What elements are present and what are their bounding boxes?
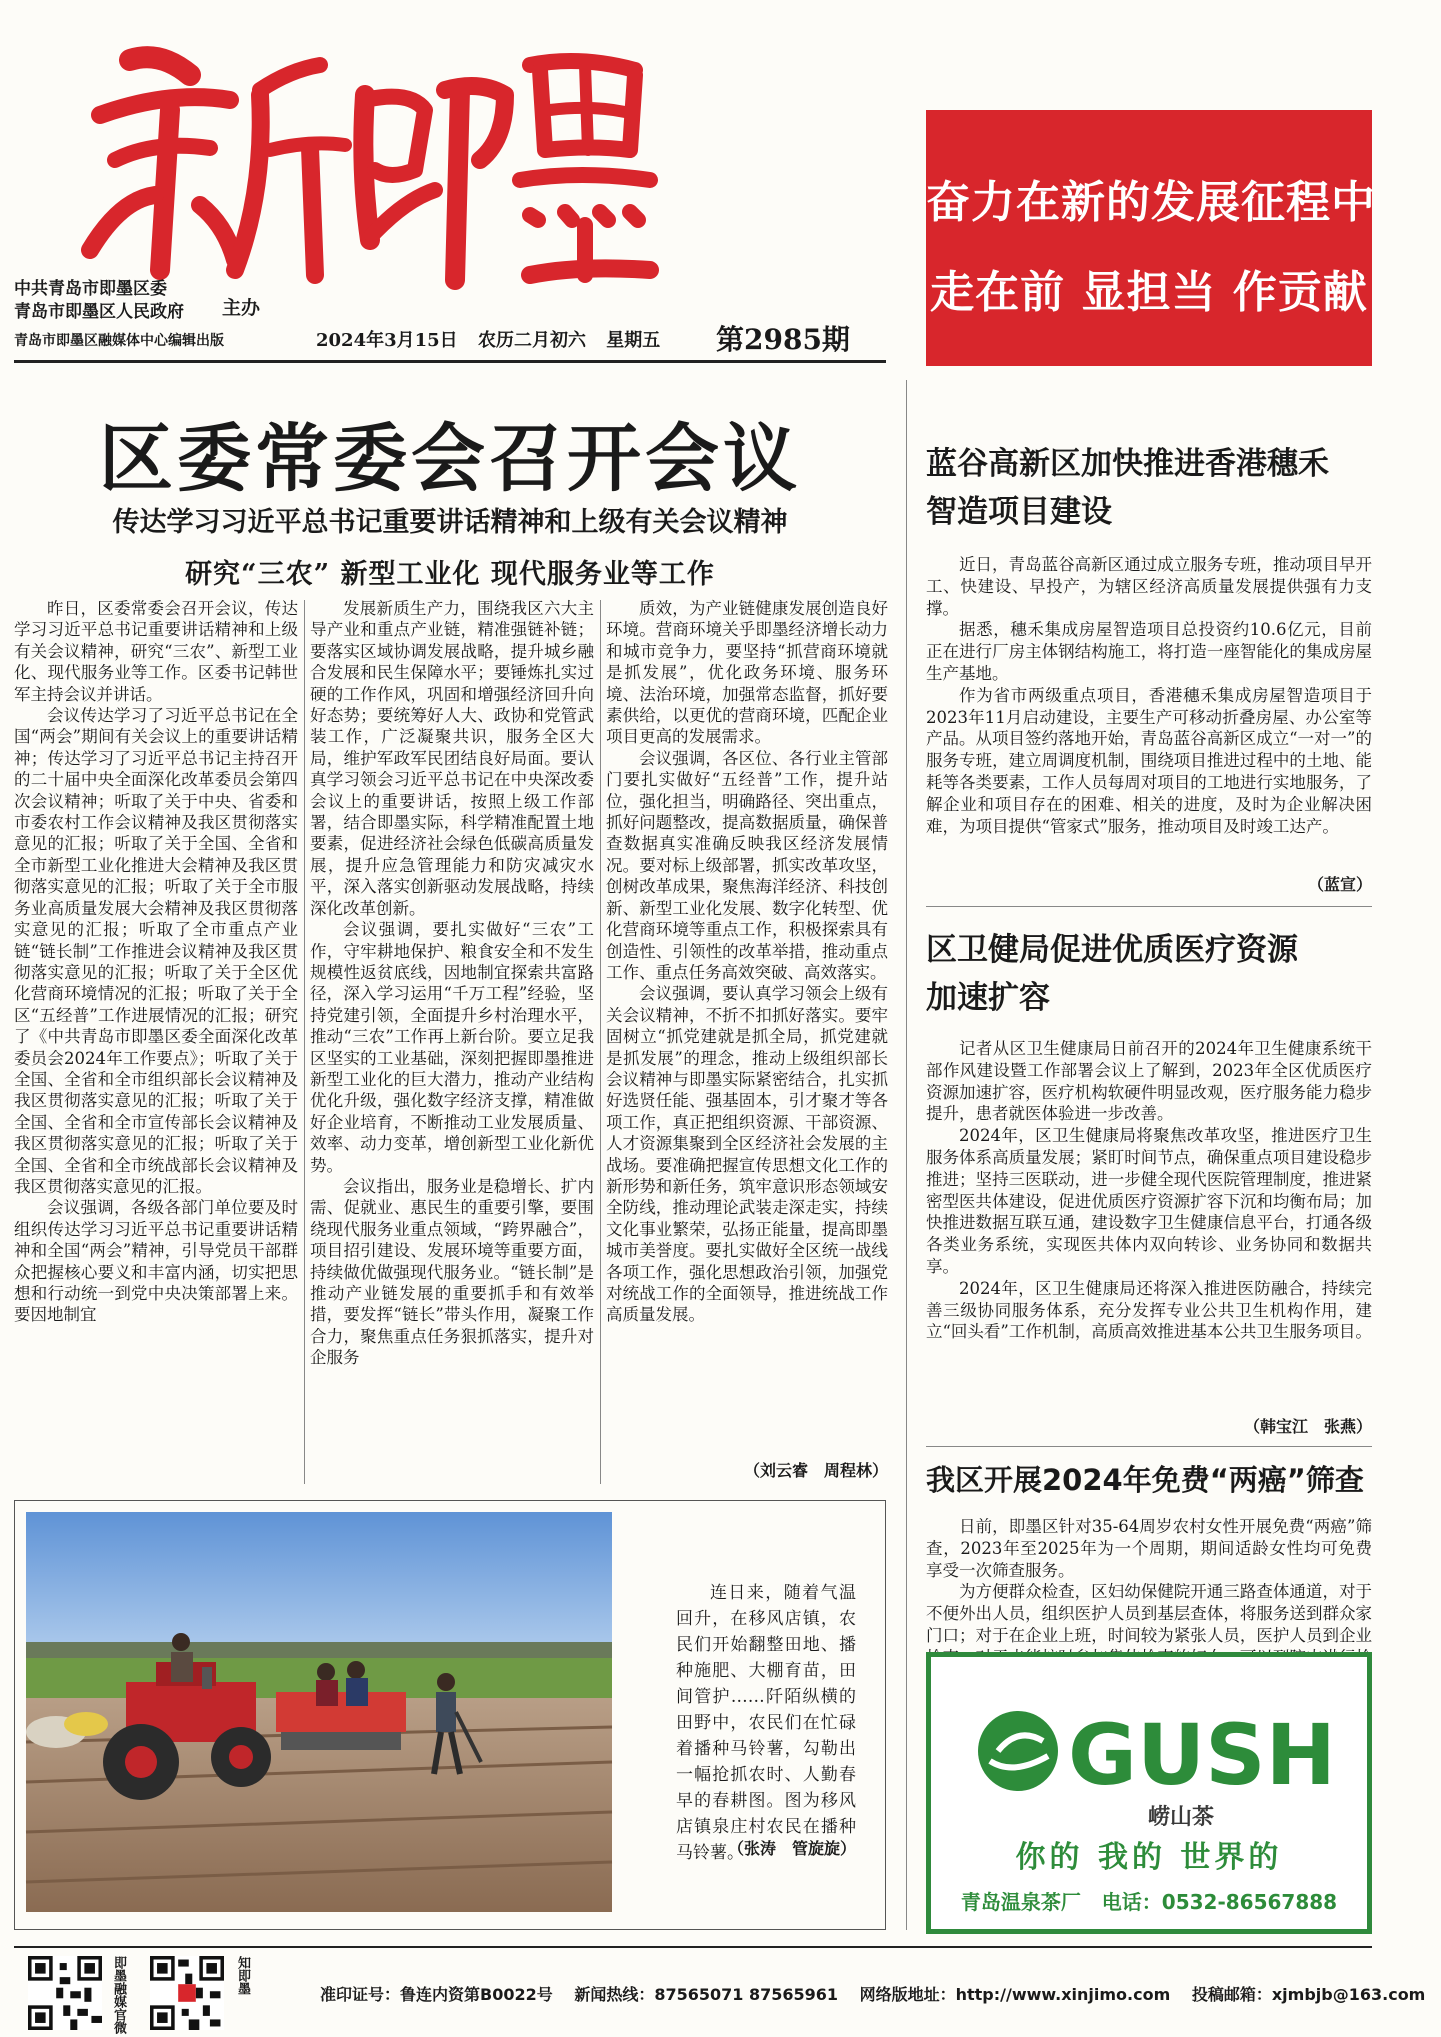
ad-brand: 崂山茶 (1148, 1804, 1215, 1830)
paragraph: 2024年，区卫生健康局将聚焦改革攻坚，推进医疗卫生服务体系高质量发展；紧盯时间节点，确保重点项目建设稳步推进；坚持三医联动，进一步健全现代医院管理制度，推进紧密型医共体建设，促进优质医疗资源扩容下沉和均衡布局；加快推进数据互联互通，建设数字卫生健康信息平台，打通各级各类业务系统，实现医共体内双向转诊、业务协同和数据共享。 (926, 1126, 1372, 1276)
paragraph: 会议强调，各区位、各行业主管部门要扎实做好“五经普”工作，提升站位，强化担当，明确路径、突出重点，抓好问题整改，提高数据质量，确保普查数据真实准确反映我区经济发展情况。要对标上级部署，抓实改革攻坚，创树改革成果，聚焦海洋经济、科技创新、新型工业化发展、数字化转型、优化营商环境等重点工作，积极探索具有创造性、引领性的改革举措，推动重点工作、重点任务高效突破、高效落实。 (606, 748, 888, 982)
lead-subhead-1: 传达学习习近平总书记重要讲话精神和上级有关会议精神 (112, 507, 788, 538)
column-divider (906, 380, 907, 1930)
lead-column-1 (14, 598, 298, 1486)
caption-text: 连日来，随着气温回升，在移风店镇，农民们开始翻整田地、播种施肥、大棚育苗，田间管护……阡陌纵横的田野中，农民们在忙碌着播种马铃薯，勾勒出一幅抢抓农时、人勤春早的春耕图。图为移风店镇泉庄村农民在播种马铃薯。 (676, 1583, 856, 1863)
issue-number: 第2985期 (716, 323, 850, 356)
dateline (316, 326, 674, 352)
article-title-health (926, 926, 1372, 1022)
qr-code-icon (150, 1956, 224, 2030)
column-divider (304, 600, 305, 1484)
paragraph: 记者从区卫生健康局日前召开的2024年卫生健康系统干部作风建设暨工作部署会议上了解到，2023年全区优质医疗资源加速扩容，医疗机构软硬件明显改观，医疗服务能力稳步提升，患者就医体验进一步改善。 (926, 1039, 1372, 1124)
paragraph: 为方便群众检查，区妇幼保健院开通三路查体通道，对于不便外出人员，组织医护人员到基层查体，将服务送到群众家门口；对于在企业上班，时间较为紧张人员，医护人员到企业 (926, 1582, 1372, 1645)
article-title-screening (926, 1456, 1372, 1504)
contribution-email[interactable]: 投稿邮箱：xjmbjb@163.com (1191, 1985, 1426, 2004)
footer-info (320, 1982, 1441, 2005)
lead-column-3 (606, 598, 888, 1456)
gush-logo (968, 1706, 1336, 1804)
column-divider (600, 600, 601, 1484)
qr-label: 知即墨 (235, 1956, 250, 1995)
paragraph: 会议指出，服务业是稳增长、扩内需、促就业、惠民生的重要引擎，要围绕现代服务业重点领域，“跨界融合”，项目招引建设、发展环境等重要方面，持续做优做强现代服务业。“链长制”是推动产业链发展的重要抓手和有效举措，要发挥“链长”带头作用，凝聚工作合力，聚焦重点任务狠抓落实，提升对企服务 (310, 1176, 594, 1368)
ad-contact (926, 1886, 1372, 1915)
qr-label: 即墨融媒官微 (111, 1956, 126, 2034)
article-body-screening (926, 1516, 1372, 1664)
publisher: 青岛市即墨区融媒体中心编辑出版 (14, 333, 224, 349)
article-body-lanxu (926, 554, 1372, 874)
lunar-date: 农历二月初六 (477, 330, 586, 351)
news-hotline: 新闻热线：87565071 87565961 (574, 1985, 839, 2004)
lead-headline: 区委常委会召开会议 (99, 416, 801, 502)
title-line: 区卫健局促进优质医疗资源 (926, 932, 1298, 968)
paragraph: 日前，即墨区针对35-64周岁农村女性开展免费“两癌”筛查，2023年至2025年为一个周期，期间适龄女性均可免费享受一次筛查服务。 (926, 1517, 1372, 1580)
paragraph: 作为省市两级重点项目，香港穗禾集成房屋智造项目于2023年11月启动建设，主要生产可移动折叠房屋、办公室等产品。从项目签约落地开始，青岛蓝谷高新区成立“一对一”的服务专班，建立周调度机制，围绕项目推进过程中的土地、能耗等各类要素，工作人员每周对项目的工地进行实地服务，了解企业和项目存在的困难、相关的进度，及时为企业解决困难，为项目提供“管家式”服务，推动项目及时竣工达产。 (926, 685, 1372, 836)
paragraph: 昨日，区委常委会召开会议，传达学习习近平总书记重要讲话精神和上级有关会议精神，研究“三农”、新型工业化、现代服务业等工作。区委书记韩世军主持会议并讲话。 (14, 599, 298, 704)
license-number: 准印证号：鲁连内资第B0022号 (320, 1985, 553, 2004)
lead-column-2 (310, 598, 594, 1486)
paragraph: 会议强调，要扎实做好“三农”工作，守牢耕地保护、粮食安全和不发生规模性返贫底线，因地制宜探索共富路径，深入学习运用“千万工程”经验，坚持党建引领，全面提升乡村治理水平，推动“三农”工作再上新台阶。要立足我区坚实的工业基础，深刻把握即墨推进新型工业化的巨大潜力，推动产业结构优化升级，强化数字经济支撑，精准做好企业培育，不断推动工业发展质量、效率、动力变革，增创新型工业化新优势。 (310, 920, 594, 1175)
paragraph: 发展新质生产力，围绕我区六大主导产业和重点产业链，精准强链补链；要落实区域协调发展战略，提升城乡融合发展和民生保障水平；要锤炼扎实过硬的工作作风，巩固和增强经济回升向好态势；要统筹好人大、政协和党管武装工作，广泛凝聚共识，服务全区大局，维护军政军民团结良好局面。要认真学习领会习近平总书记在中央深改委会议上的重要讲话，按照上级工作部署，结合即墨实际，科学精准配置土地要素，促进经济社会绿色低碳高质量发展，提升应急管理能力和防灾减灾水平，深入落实创新驱动发展战略，持续深化改革创新。 (310, 599, 594, 918)
issue-date: 2024年3月15日 (316, 330, 458, 351)
ad-slogan: 你的 我的 世界的 (1015, 1840, 1283, 1875)
photo-caption (676, 1580, 856, 1866)
photo-byline: （张涛 管旋旋） (727, 1839, 856, 1858)
qr-code-icon (28, 1956, 102, 2030)
sponsor-2: 青岛市即墨区人民政府 (14, 302, 184, 322)
title-line: 蓝谷高新区加快推进香港穗禾 (926, 446, 1329, 482)
sponsor-1: 中共青岛市即墨区委 (14, 279, 167, 299)
title-line: 智造项目建设 (926, 494, 1112, 530)
paragraph: 据悉，穗禾集成房屋智造项目总投资约10.6亿元，目前正在进行厂房主体钢结构施工，将打造一座智能化的集成房屋生产基地。 (926, 620, 1372, 683)
slogan-line-1: 奋力在新的发展征程中 (926, 177, 1376, 228)
ad-company: 青岛温泉茶厂 (960, 1890, 1081, 1914)
article-byline: （韩宝江 张燕） (1243, 1417, 1372, 1436)
title-line: 加速扩容 (926, 980, 1050, 1016)
article-divider (926, 906, 1372, 907)
paragraph: 质效，为产业链健康发展创造良好环境。营商环境关乎即墨经济增长动力和城市竞争力，要坚持“抓营商环境就是抓发展”，优化政务环境、服务环境、法治环境，加强常态监督，抓好要素供给，以更优的营商环境，匹配企业项目更高的发展需求。 (606, 599, 888, 747)
weekday: 星期五 (606, 330, 661, 351)
masthead-rule (14, 360, 886, 363)
paragraph: 会议强调，各级各部门单位要及时组织传达学习习近平总书记重要讲话精神和全国“两会”精神，引导党员干部群众把握核心要义和丰富内涵，切实把思想和行动统一到党中央决策部署上来。要因地制宜 (14, 1198, 298, 1325)
lead-byline: （刘云睿 周程林） (743, 1461, 888, 1480)
website-link[interactable]: 网络版地址：http://www.xinjimo.com (859, 1985, 1171, 2004)
slogan-line-2: 走在前 显担当 作贡献 (930, 267, 1368, 318)
footer-rule (14, 1946, 1372, 1948)
farm-photo (26, 1512, 612, 1912)
paragraph: 2024年，区卫生健康局还将深入推进医防融合，持续完善三级协同服务体系，充分发挥专业公共卫生机构作用，建立“回头看”工作机制，高质高效推进基本公共卫生服务项目。 (926, 1278, 1372, 1342)
paragraph: 会议传达学习了习近平总书记在全国“两会”期间有关会议上的重要讲话精神；传达学习了习近平总书记主持召开的二十届中央全面深化改革委员会第四次会议精神；听取了关于中央、省委和市委农村工作会议精神及我区贯彻落实意见的汇报；听取了关于全国、全省和全市新型工业化推进大会精神及我区贯彻落实意见的汇报；听取了关于全市服务业高质量发展大会精神及我区贯彻落实意见的汇报；听取了全市重点产业链“链长制”工作推进会议精神及我区贯彻落实意见的汇报；听取了关于全区优化营商环境情况的汇报；听取了关于全区“五经普”工作进展情况的汇报；研究了《中共青岛市即墨区委全面深化改革委员会2024年工作要点》；听取了关于全国、全省和全市组织部长会议精神及我区贯彻落实意见的汇报；听取了关于全国、全省和全市宣传部长会议精神及我区贯彻落实意见的汇报；听取了关于全国、全省和全市统战部长会议精神及我区贯彻落实意见的汇报。 (14, 706, 298, 1196)
ad-phone: 电话：0532-86567888 (1101, 1890, 1338, 1914)
article-body-health (926, 1038, 1372, 1416)
article-title-lanxu (926, 440, 1372, 536)
paragraph: 近日，青岛蓝谷高新区通过成立服务专班，推动项目早开工、快建设、早投产，为辖区经济高质量发展提供强有力支撑。 (926, 555, 1372, 618)
newspaper-logo (60, 20, 660, 300)
gush-logo-text: GUSH (1068, 1706, 1336, 1804)
article-divider (926, 1446, 1372, 1447)
title-line: 我区开展2024年免费“两癌”筛查 (926, 1463, 1364, 1497)
sponsor-list (14, 278, 184, 324)
article-byline: （蓝宣） (1307, 875, 1372, 894)
lead-subhead-2: 研究“三农” 新型工业化 现代服务业等工作 (185, 559, 715, 590)
slogan-banner (926, 110, 1376, 366)
sponsor-role: 主办 (222, 297, 261, 319)
paragraph: 会议强调，要认真学习领会上级有关会议精神，不折不扣抓好落实。要牢固树立“抓党建就是抓全局，抓党建就是抓发展”的理念，推动上级组织部长会议精神与即墨实际紧密结合，扎实抓好选贤任能、强基固本，引才聚才等各项工作，真正把组织资源、干部资源、人才资源集聚到全区经济社会发展的主战场。要准确把握宣传思想文化工作的新形势和新任务，筑牢意识形态领域安全防线，推动理论武装走深走实，持续文化事业繁荣，弘扬正能量，提高即墨城市美誉度。要扎实做好全区统一战线各项工作，强化思想政治引领，加强党对统战工作的全面领导，推进统战工作高质量发展。 (606, 984, 888, 1325)
